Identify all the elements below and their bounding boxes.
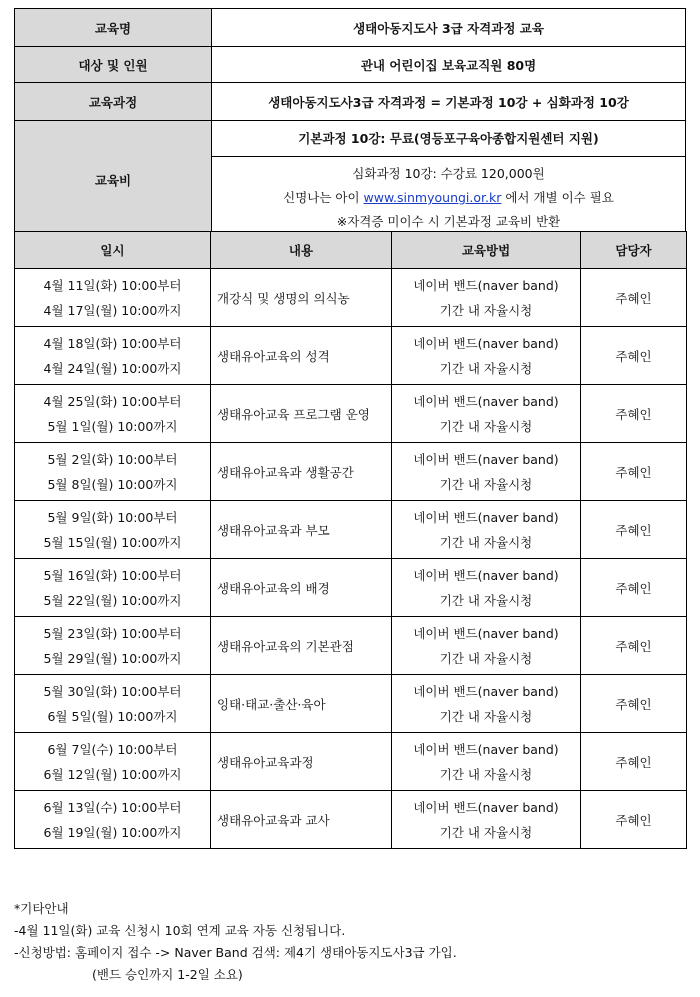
schedule-content: 생태유아교육의 배경 [211,559,392,617]
schedule-method [392,501,581,559]
education-name: 생태아동지도사 3급 자격과정 교육 [212,9,686,47]
notes-line-2: -신청방법: 홈페이지 접수 -> Naver Band 검색: 제4기 생태아동지도사3급 가입. [14,945,457,960]
schedule-datetime [15,617,211,675]
sinmyoungi-link[interactable]: www.sinmyoungi.or.kr [363,190,502,205]
fee-site-line [212,186,685,210]
schedule-start: 5월 2일(화) 10:00부터 [47,451,178,467]
schedule-content: 생태유아교육과 생활공간 [211,443,392,501]
schedule-start: 4월 11일(화) 10:00부터 [43,277,182,293]
schedule-row [15,443,687,501]
schedule-content: 생태유아교육과정 [211,733,392,791]
schedule-method [392,443,581,501]
schedule-content: 생태유아교육의 성격 [211,327,392,385]
target-value: 관내 어린이집 보육교직원 80명 [212,47,686,83]
schedule-end: 5월 1일(월) 10:00까지 [47,418,178,434]
schedule-method-note: 기간 내 자율시청 [439,592,533,608]
schedule-start: 6월 13일(수) 10:00부터 [43,799,182,815]
schedule-start: 5월 30일(화) 10:00부터 [43,683,182,699]
schedule-datetime [15,733,211,791]
schedule-content: 생태유아교육과 부모 [211,501,392,559]
schedule-method-platform: 네이버 밴드(naver band) [413,509,559,525]
schedule-method-note: 기간 내 자율시청 [439,476,533,492]
info-row-course [15,83,686,121]
schedule-end: 4월 24일(월) 10:00까지 [43,360,182,376]
schedule-method-note: 기간 내 자율시청 [439,418,533,434]
course-value: 생태아동지도사3급 자격과정 = 기본과정 10강 + 심화과정 10강 [212,83,686,121]
schedule-person: 주혜인 [581,791,687,849]
schedule-table [14,231,687,849]
schedule-method-platform: 네이버 밴드(naver band) [413,625,559,641]
schedule-start: 5월 23일(화) 10:00부터 [43,625,182,641]
schedule-end: 6월 12일(월) 10:00까지 [43,766,182,782]
schedule-end: 5월 15일(월) 10:00까지 [43,534,182,550]
schedule-method-platform: 네이버 밴드(naver band) [413,277,559,293]
header-datetime: 일시 [15,232,211,269]
header-method: 교육방법 [392,232,581,269]
schedule-method [392,617,581,675]
notes [14,898,457,986]
schedule-method-platform: 네이버 밴드(naver band) [413,741,559,757]
schedule-datetime [15,791,211,849]
schedule-person: 주혜인 [581,269,687,327]
fee-label: 교육비 [15,121,212,240]
schedule-person: 주혜인 [581,327,687,385]
schedule-person: 주혜인 [581,443,687,501]
schedule-row [15,675,687,733]
schedule-content: 생태유아교육과 교사 [211,791,392,849]
schedule-content: 생태유아교육 프로그램 운영 [211,385,392,443]
schedule-person: 주혜인 [581,617,687,675]
fee-value [212,121,686,240]
notes-line-3: (밴드 승인까지 1-2일 소요) [92,967,243,982]
schedule-method-platform: 네이버 밴드(naver band) [413,567,559,583]
schedule-end: 5월 22일(월) 10:00까지 [43,592,182,608]
schedule-method-platform: 네이버 밴드(naver band) [413,683,559,699]
schedule-start: 4월 25일(화) 10:00부터 [43,393,182,409]
schedule-method-note: 기간 내 자율시청 [439,534,533,550]
schedule-person: 주혜인 [581,559,687,617]
schedule-end: 4월 17일(월) 10:00까지 [43,302,182,318]
header-person: 담당자 [581,232,687,269]
schedule-person: 주혜인 [581,501,687,559]
schedule-content: 잉태·태교·출산·육아 [211,675,392,733]
education-name-label: 교육명 [15,9,212,47]
schedule-person: 주혜인 [581,733,687,791]
schedule-start: 5월 16일(화) 10:00부터 [43,567,182,583]
schedule-method [392,791,581,849]
course-label: 교육과정 [15,83,212,121]
schedule-row [15,733,687,791]
schedule-row [15,791,687,849]
schedule-method-platform: 네이버 밴드(naver band) [413,799,559,815]
schedule-body [15,269,687,849]
schedule-datetime [15,501,211,559]
fee-site-prefix: 신명나는 아이 [283,190,364,205]
schedule-datetime [15,327,211,385]
schedule-datetime [15,559,211,617]
schedule-end: 6월 19일(월) 10:00까지 [43,824,182,840]
schedule-method [392,269,581,327]
schedule-row [15,327,687,385]
schedule-content: 생태유아교육의 기본관점 [211,617,392,675]
schedule-method-note: 기간 내 자율시청 [439,766,533,782]
schedule-row [15,617,687,675]
schedule-row [15,269,687,327]
schedule-method [392,327,581,385]
schedule-end: 6월 5일(월) 10:00까지 [47,708,178,724]
schedule-row [15,385,687,443]
fee-site-suffix: 에서 개별 이수 필요 [501,190,614,205]
schedule-datetime [15,675,211,733]
header-content: 내용 [211,232,392,269]
target-label: 대상 및 인원 [15,47,212,83]
info-table [14,8,686,240]
schedule-method-platform: 네이버 밴드(naver band) [413,393,559,409]
schedule-person: 주혜인 [581,385,687,443]
info-row-target [15,47,686,83]
schedule-datetime [15,269,211,327]
fee-refund-note: ※자격증 미이수 시 기본과정 교육비 반환 [336,214,561,229]
schedule-method-note: 기간 내 자율시청 [439,302,533,318]
schedule-end: 5월 29일(월) 10:00까지 [43,650,182,666]
schedule-start: 4월 18일(화) 10:00부터 [43,335,182,351]
schedule-row [15,501,687,559]
schedule-method-note: 기간 내 자율시청 [439,824,533,840]
fee-advanced: 심화과정 10강: 수강료 120,000원 [352,166,545,181]
schedule-datetime [15,385,211,443]
info-row-fee [15,121,686,240]
schedule-datetime [15,443,211,501]
schedule-header-row [15,232,687,269]
schedule-method-platform: 네이버 밴드(naver band) [413,335,559,351]
info-row-name [15,9,686,47]
schedule-method [392,385,581,443]
schedule-method [392,559,581,617]
fee-basic: 기본과정 10강: 무료(영등포구육아종합지원센터 지원) [298,131,599,146]
schedule-start: 5월 9일(화) 10:00부터 [47,509,178,525]
schedule-method [392,675,581,733]
schedule-person: 주혜인 [581,675,687,733]
schedule-end: 5월 8일(월) 10:00까지 [47,476,178,492]
schedule-method-note: 기간 내 자율시청 [439,360,533,376]
schedule-row [15,559,687,617]
notes-heading: *기타안내 [14,901,69,916]
schedule-method-platform: 네이버 밴드(naver band) [413,451,559,467]
schedule-method [392,733,581,791]
schedule-method-note: 기간 내 자율시청 [439,650,533,666]
schedule-method-note: 기간 내 자율시청 [439,708,533,724]
notes-line-1: -4월 11일(화) 교육 신청시 10회 연계 교육 자동 신청됩니다. [14,923,346,938]
schedule-start: 6월 7일(수) 10:00부터 [47,741,178,757]
schedule-content: 개강식 및 생명의 의식농 [211,269,392,327]
